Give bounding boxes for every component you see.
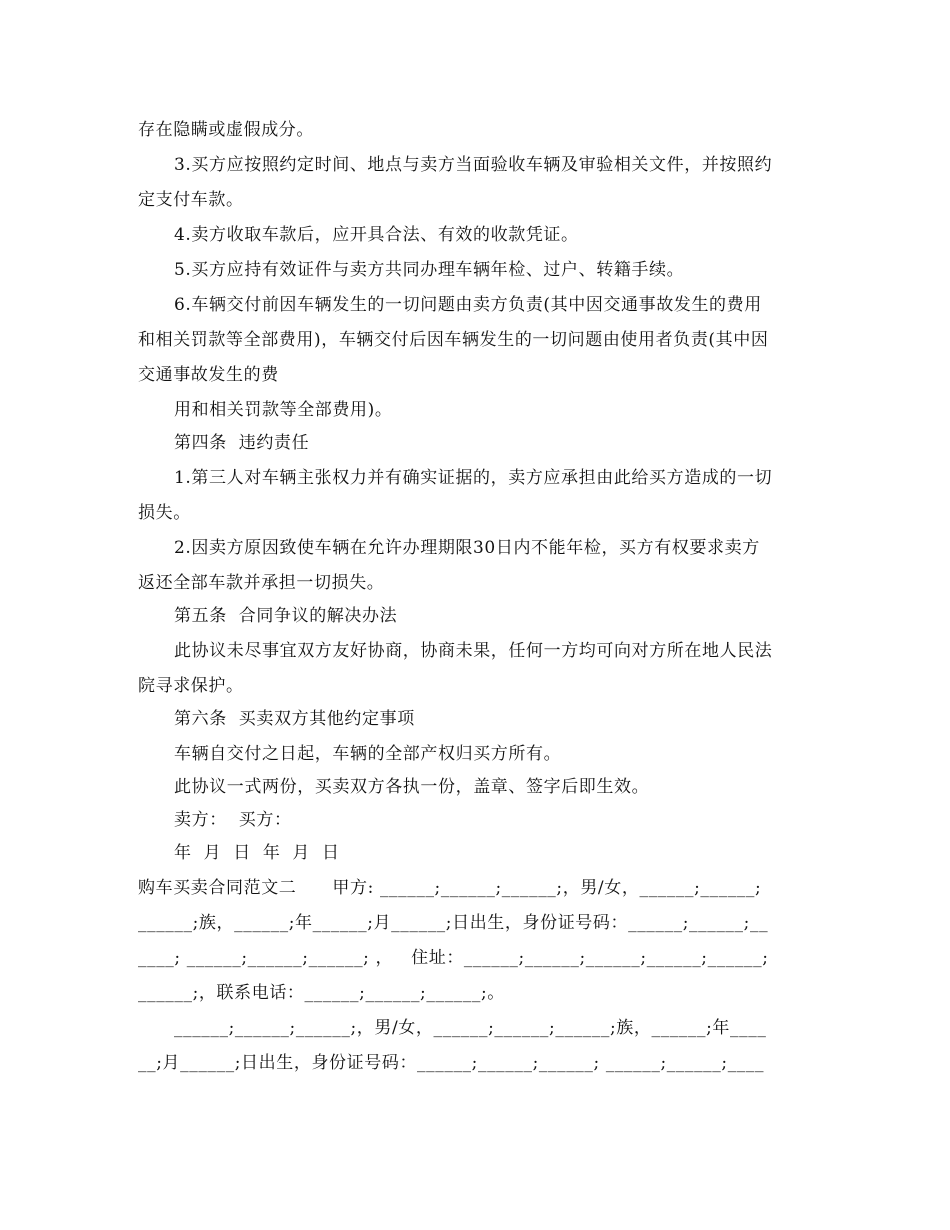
text-line: 和相关罚款等全部费用)，车辆交付后因车辆发生的一切问题由使用者负责(其中因 (138, 330, 769, 350)
text-line: 交通事故发生的费 (138, 365, 279, 385)
text-line: 此协议一式两份，买卖双方各执一份，盖章、签字后即生效。 (174, 777, 650, 797)
section-heading: 第六条 买卖双方其他约定事项 (174, 709, 415, 729)
text-line: 存在隐瞒或虚假成分。 (138, 120, 314, 140)
signature-line: 卖方： 买方： (174, 810, 292, 830)
date-line: 年 月 日 年 月 日 (174, 843, 340, 863)
text-line: 5.买方应持有效证件与卖方共同办理车辆年检、过户、转籍手续。 (174, 260, 685, 280)
text-line: 此协议未尽事宜双方友好协商，协商未果，任何一方均可向对方所在地人民法 (174, 641, 773, 661)
text-line: ______;族，______;年______;月______;日出生，身份证号码：______;______;__ (138, 913, 769, 933)
text-line: 定支付车款。 (138, 190, 244, 210)
text-line: 1.第三人对车辆主张权力并有确实证据的，卖方应承担由此给买方造成的一切 (174, 468, 773, 488)
text-line: 损失。 (138, 503, 191, 523)
text-line: __;月______;日出生，身份证号码：______;______;______; ______;______;____ (138, 1053, 765, 1073)
text-line: 2.因卖方原因致使车辆在允许办理期限30日内不能年检，买方有权要求卖方 (174, 538, 760, 558)
section-heading: 第四条 违约责任 (174, 433, 310, 453)
text-line: 车辆自交付之日起，车辆的全部产权归买方所有。 (174, 744, 562, 764)
text-line: 返还全部车款并承担一切损失。 (138, 573, 385, 593)
text-line: ______;______;______;，男/女，______;______;______;族，______;年____ (174, 1018, 767, 1038)
section-heading: 第五条 合同争议的解决办法 (174, 606, 398, 626)
text-line: ______;，联系电话：______;______;______;。 (138, 983, 505, 1003)
text-line: 购车买卖合同范文二 甲方: ______;______;______;，男/女，______;______; (138, 878, 762, 898)
text-line: 4.卖方收取车款后，应开具合法、有效的收款凭证。 (174, 225, 579, 245)
text-line: 3.买方应按照约定时间、地点与卖方当面验收车辆及审验相关文件，并按照约 (174, 155, 773, 175)
text-line: 院寻求保护。 (138, 676, 244, 696)
text-line: 用和相关罚款等全部费用)。 (174, 400, 393, 420)
text-line: ____; ______;______;______; ， 住址：______;______;______;______;______; (138, 948, 769, 968)
text-line: 6.车辆交付前因车辆发生的一切问题由卖方负责(其中因交通事故发生的费用 (174, 295, 762, 315)
